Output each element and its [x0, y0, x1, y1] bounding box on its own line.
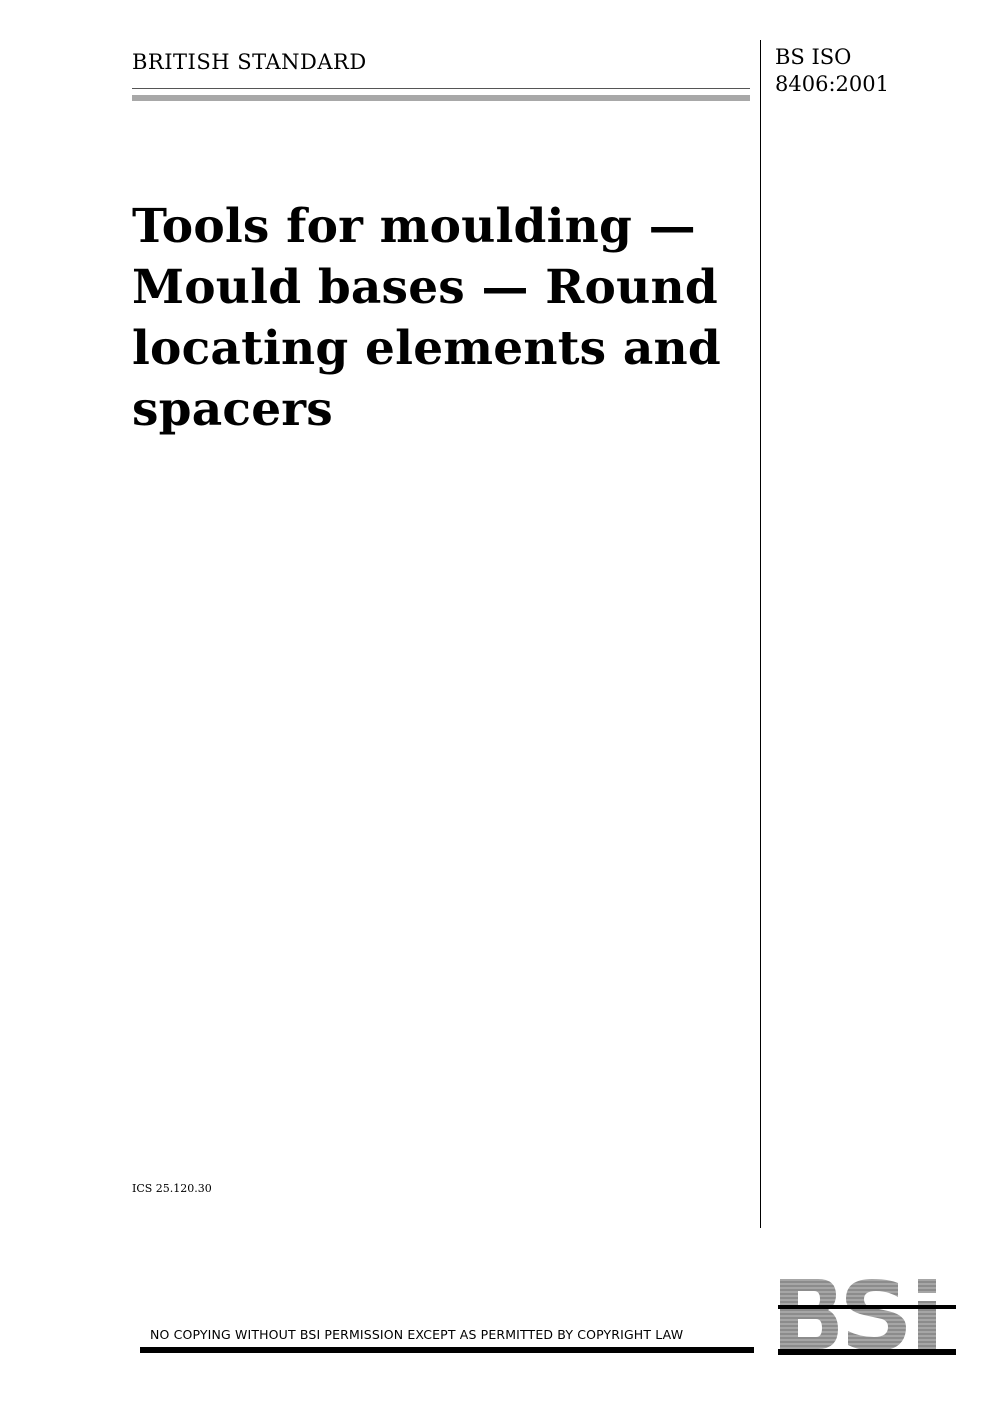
document-number — [775, 44, 889, 98]
title-line-1: Tools for moulding — — [132, 199, 696, 254]
title-line-2: Mould bases — Round — [132, 260, 718, 315]
header-thin-rule — [132, 88, 750, 89]
header-label: BRITISH STANDARD — [132, 50, 367, 74]
document-number-line-1: BS ISO — [775, 45, 852, 69]
copyright-notice: NO COPYING WITHOUT BSI PERMISSION EXCEPT AS PERMITTED BY COPYRIGHT LAW — [150, 1327, 684, 1342]
document-number-line-2: 8406:2001 — [775, 72, 889, 96]
vertical-divider — [760, 40, 761, 1228]
title-line-3: locating elements and — [132, 321, 721, 376]
title-line-4: spacers — [132, 382, 333, 437]
footer-bar — [140, 1347, 754, 1353]
ics-code: ICS 25.120.30 — [132, 1182, 212, 1195]
document-title — [132, 196, 742, 440]
header-grey-rule — [132, 95, 750, 101]
bsi-logo — [778, 1277, 956, 1355]
